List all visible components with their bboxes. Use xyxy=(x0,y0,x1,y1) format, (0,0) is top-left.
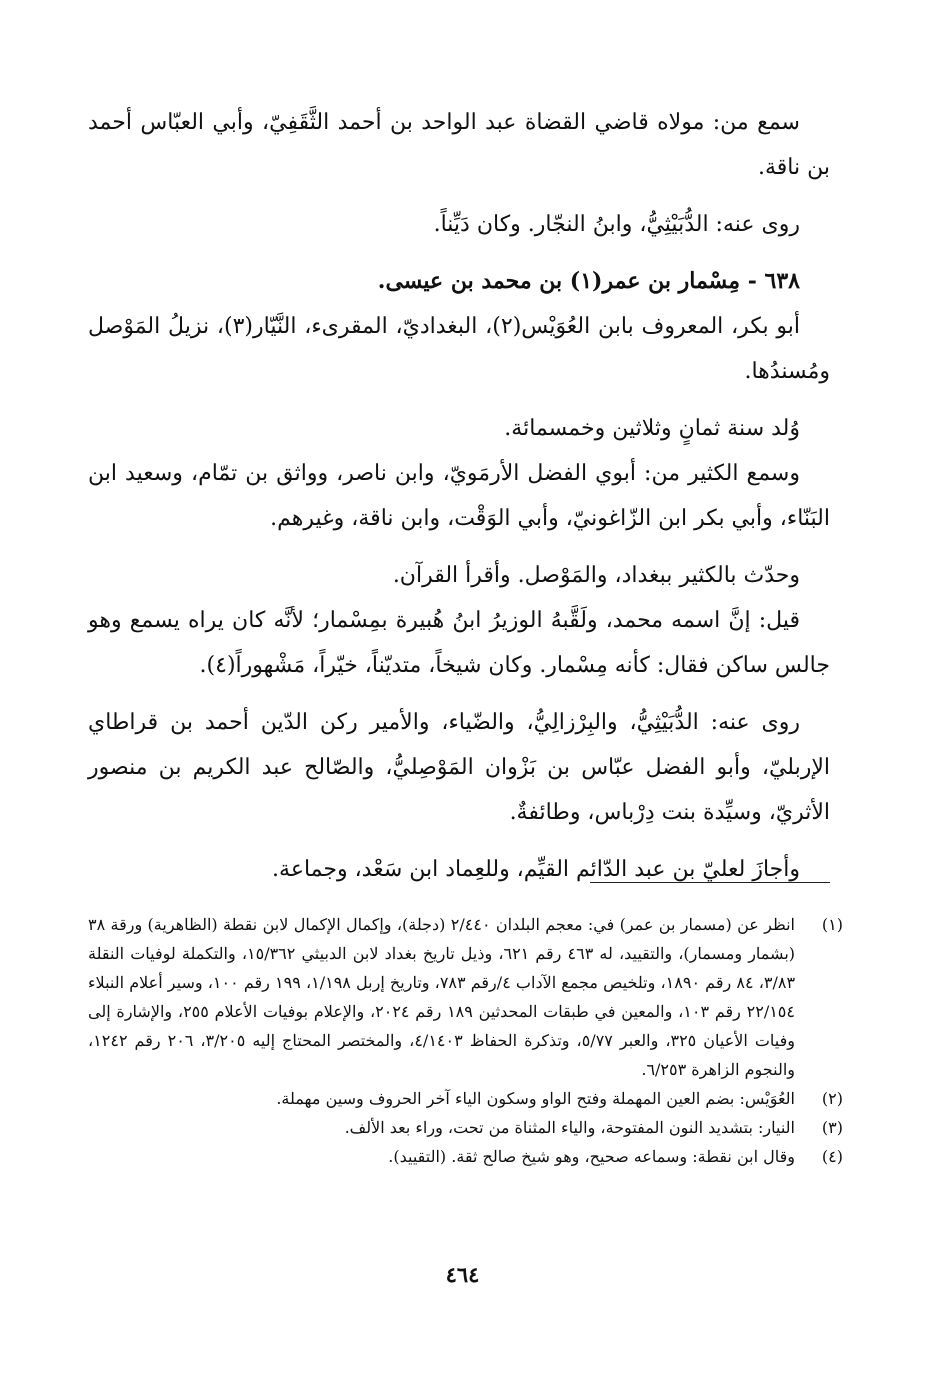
biography-heading: ٦٣٨ - مِسْمار بن عمر(١) بن محمد بن عيسى. xyxy=(377,268,800,294)
paragraph-nickname: قيل: إنَّ اسمه محمد، ولَقَّبهُ الوزيرُ ابنُ هُبيرة بمِسْمار؛ لأنَّه كان يراه يسمع وهو جالس ساكن فقال: كأنه مِسْمار. وكان شيخاً، متديّناً، خيّراً، مَشْهوراً(٤). xyxy=(88,608,830,678)
footnote-number: (١) xyxy=(821,915,843,934)
footnote-item xyxy=(88,1142,843,1171)
footnote-number: (٤) xyxy=(821,1147,843,1166)
footnote-number: (٢) xyxy=(821,1089,843,1108)
footnote-item xyxy=(88,1084,843,1113)
footnotes xyxy=(88,910,843,1171)
paragraph-students: روى عنه: الدُّبَيْثِيُّ، والبِرْزالِيُّ، والضّياء، والأمير ركن الدّين أحمد بن قراطاي الإربليّ، وأبو الفضل عبّاس بن بَزْوان المَوْصِليُّ، والصّالح عبد الكريم بن منصور الأثريّ، وسيِّدة بنت دِرْباس، وطائفةٌ. xyxy=(88,710,830,825)
main-text xyxy=(88,100,830,892)
footnote-text: انظر عن (مسمار بن عمر) في: معجم البلدان ٢/٤٤٠ (دجلة)، وإكمال الإكمال لابن نقطة (الظاهرية) ورقة ٣٨ (بشمار ومسمار)، والتقييد، له ٤٦٣ رقم ٦٢١، وذيل تاريخ بغداد لابن الدبيثي ١٥/٣٦٢، والتكملة لوفيات النقلة ٣/٨٣، ٨٤ رقم ١٨٩٠، وتلخيص مجمع الآداب ٤/رقم ٧٨٣، وتاريخ إربل ١/١٩٨، ١٩٩ رقم ١٠٠، وسير أعلام النبلاء ٢٢/١٥٤ رقم ١٠٣، والمعين في طبقات المحدثين ١٨٩ رقم ٢٠٢٤، والإعلام بوفيات الأعلام ٢٥٥، والإشارة إلى وفيات الأعيان ٣٢٥، والعبر ٥/٧٧، وتذكرة الحفاظ ٤/١٤٠٣، والمختصر المحتاج إليه ٣/٢٠٥، ٢٠٦ رقم ١٢٤٢، والنجوم الزاهرة ٦/٢٥٣. xyxy=(88,915,796,1079)
page-number: ٤٦٤ xyxy=(445,1262,480,1287)
footnote-text: النيار: بتشديد النون المفتوحة، والياء المثناة من تحت، وراء بعد الألف. xyxy=(344,1118,795,1137)
paragraph-heard-from: سمع من: مولاه قاضي القضاة عبد الواحد بن أحمد الثَّقَفِيّ، وأبي العبّاس أحمد بن ناقة. xyxy=(88,110,830,180)
footnote-item xyxy=(88,910,843,1084)
footnote-item xyxy=(88,1113,843,1142)
paragraph-teachers: وسمع الكثير من: أبوي الفضل الأرمَويّ، وابن ناصر، وواثق بن تمّام، وسعيد ابن البَنّاء، وأبي بكر ابن الزّاغونيّ، وأبي الوَقْت، وابن ناقة، وغيرهم. xyxy=(88,461,830,531)
footnote-text: العُوَيْس: بضم العين المهملة وفتح الواو وسكون الياء آخر الحروف وسين مهملة. xyxy=(276,1089,795,1108)
footnote-text: وقال ابن نقطة: وسماعه صحيح، وهو شيخ صالح ثقة. (التقييد). xyxy=(388,1147,795,1166)
footnote-separator xyxy=(590,882,830,883)
paragraph-taught: وحدّث بالكثير ببغداد، والمَوْصل. وأقرأ القرآن. xyxy=(392,563,800,588)
paragraph-birth: وُلد سنة ثمانٍ وثلاثين وخمسمائة. xyxy=(504,416,800,441)
paragraph-name-lineage: أبو بكر، المعروف بابن العُوَيْس(٢)، البغداديّ، المقرىء، النَّيّار(٣)، نزيلُ المَوْصل ومُسندُها. xyxy=(88,314,830,384)
paragraph-licensed: وأجازَ لعليّ بن عبد الدّائم القيِّم، وللعِماد ابن سَعْد، وجماعة. xyxy=(272,857,800,882)
footnote-number: (٣) xyxy=(821,1118,843,1137)
paragraph-narrated-by: روى عنه: الدُّبَيْثِيُّ، وابنُ النجّار. وكان دَيِّناً. xyxy=(433,212,800,237)
